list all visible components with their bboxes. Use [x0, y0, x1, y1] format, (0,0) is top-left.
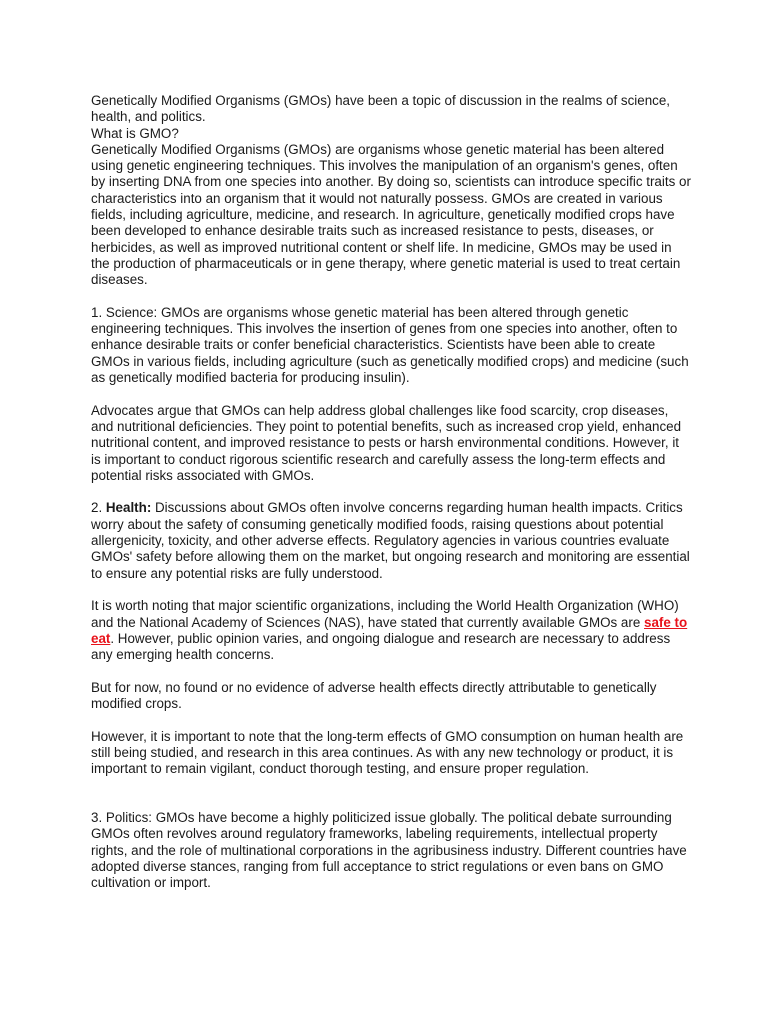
health-text: Discussions about GMOs often involve concerns regarding human health impacts. Critics worry about the safety of consuming genetically modified foods, raising questions about potential allergenicity, toxicity, and other adverse effects. Regulatory agencies in various countries evaluate GMOs' safety before allowing them on the market, but ongoing research and monitoring are essential to ensure any potential risks are fully understood.: [91, 500, 690, 581]
politics-paragraph: 3. Politics: GMOs have become a highly politicized issue globally. The political debate surrounding GMOs often revolves around regulatory frameworks, labeling requirements, intellectual property rights, and the role of multinational corporations in the agribusiness industry. Different countries have adopted diverse stances, ranging from full acceptance to strict regulations or even bans on GMO cultivation or import.: [91, 810, 687, 891]
advocates-paragraph: Advocates argue that GMOs can help address global challenges like food scarcity, crop diseases, and nutritional deficiencies. They point to potential benefits, such as increased crop yield, enhanced nutritional content, and improved resistance to pests or harsh environmental conditions. However, it is important to conduct rigorous scientific research and carefully assess the long-term effects and potential risks associated with GMOs.: [91, 402, 682, 483]
what-is-gmo-paragraph: Genetically Modified Organisms (GMOs) are organisms whose genetic material has been altered using genetic engineering techniques. This involves the manipulation of an organism's genes, often by inserting DNA from one species into another. By doing so, scientists can introduce specific traits or characteristics into an organism that it would not naturally possess. GMOs are created in various fields, including agriculture, medicine, and research. In agriculture, genetically modified crops have been developed to enhance desirable traits such as increased resistance to pests, diseases, or herbicides, as well as improved nutritional content or shelf life. In medicine, GMOs may be used in the production of pharmaceuticals or in gene therapy, where genetic material is used to treat certain diseases.: [91, 141, 691, 288]
spacer: [91, 289, 691, 305]
spacer: [91, 712, 691, 728]
document-page: [91, 93, 691, 892]
worth-noting-text: It is worth noting that major scientific organizations, including the World Health Organization (WHO) and the National Academy of Sciences (NAS), have stated that currently available GMOs are: [91, 598, 679, 630]
spacer: [91, 582, 691, 598]
spacer: [91, 386, 691, 402]
health-number: 2.: [91, 500, 106, 516]
what-is-gmo-heading: What is GMO?: [91, 125, 179, 141]
intro-paragraph: Genetically Modified Organisms (GMOs) have been a topic of discussion in the realms of science, health, and politics.: [91, 93, 671, 125]
science-paragraph: 1. Science: GMOs are organisms whose genetic material has been altered through genetic engineering techniques. This involves the insertion of genes from one species into another, often to enhance desirable traits or confer beneficial characteristics. Scientists have been able to create GMOs in various fields, including agriculture (such as genetically modified crops) and medicine (such as genetically modified bacteria for producing insulin).: [91, 304, 689, 386]
health-paragraph: [91, 500, 691, 581]
spacer: [91, 663, 691, 679]
spacer: [91, 777, 691, 810]
but-for-now-paragraph: But for now, no found or no evidence of adverse health effects directly attributable to genetically modified crops.: [91, 679, 657, 711]
worth-noting-text-end: . However, public opinion varies, and ongoing dialogue and research are necessary to address any emerging health concerns.: [91, 630, 671, 663]
health-label: Health:: [105, 500, 152, 516]
safe-to-eat-link[interactable]: safe to eat: [91, 614, 688, 646]
worth-noting-paragraph: [91, 598, 691, 663]
however-paragraph: However, it is important to note that the long-term effects of GMO consumption on human health are still being studied, and research in this area continues. As with any new technology or product, it is important to remain vigilant, conduct thorough testing, and ensure proper regulation.: [91, 728, 684, 777]
spacer: [91, 484, 691, 500]
